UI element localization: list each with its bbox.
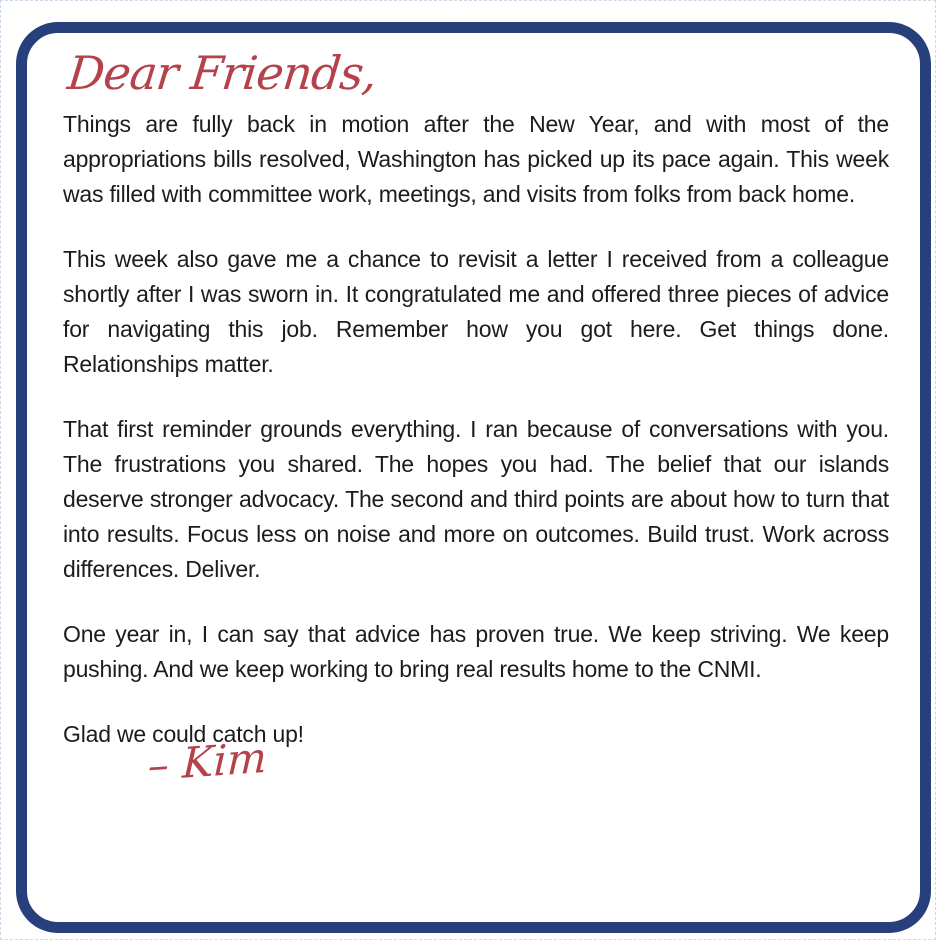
letter-paragraph: That first reminder grounds everything. I ran because of conversations with you. The frustrations you shared. The hopes you had. The belief that our islands deserve stronger advocacy. The second and third points are about how to turn that into results. Focus less on noise and more on outcomes. Build trust. Work across differences. Deliver. bbox=[63, 416, 889, 582]
letter-paragraph: One year in, I can say that advice has proven true. We keep striving. We keep pushing. And we keep working to bring real results home to the CNMI. bbox=[63, 621, 889, 682]
signature-script: – Kim bbox=[147, 732, 268, 791]
salutation-script: Dear Friends, bbox=[65, 46, 380, 100]
closing-line: Glad we could catch up! bbox=[63, 721, 304, 747]
letter-paragraph: This week also gave me a chance to revisit a letter I received from a colleague shortly after I was sworn in. It congratulated me and offered three pieces of advice for navigating this job. Remember how you got here. Get things done. Relationships matter. bbox=[63, 246, 889, 377]
letter-card bbox=[16, 22, 931, 933]
letter-paragraph: Things are fully back in motion after the New Year, and with most of the appropriations bills resolved, Washington has picked up its pace again. This week was filled with committee work, meetings, and visits from folks from back home. bbox=[63, 111, 889, 207]
